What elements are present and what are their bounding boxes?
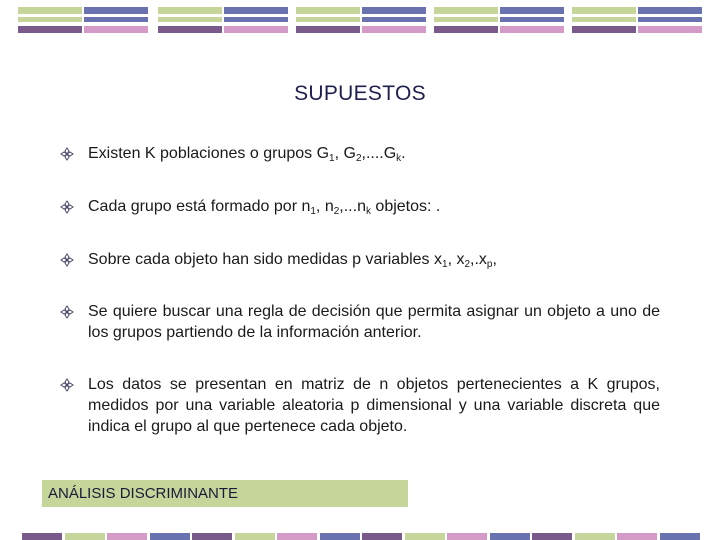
bottom-bar-segment: [65, 533, 105, 540]
top-bar-segment: [362, 26, 426, 33]
top-bar-segment: [434, 17, 498, 22]
footer-label-text: ANÁLISIS DISCRIMINANTE: [48, 485, 239, 502]
bottom-bar-segment: [150, 533, 190, 540]
bullet-text-run: , n: [315, 198, 334, 215]
top-bar-group: [296, 5, 426, 35]
bullet-subscript: 2: [333, 206, 340, 217]
top-bar-segment: [296, 17, 360, 22]
bullet-subscript: 1: [329, 153, 335, 164]
top-bar-segment: [84, 7, 148, 14]
bottom-bar-segment: [22, 533, 62, 540]
top-bar-segment: [18, 7, 82, 14]
bullet-text-run: objetos: .: [370, 198, 441, 215]
bottom-decorative-bars: [22, 533, 702, 540]
top-bar-segment: [18, 17, 82, 22]
bullet-subscript: 1: [442, 259, 448, 270]
top-bar-group: [18, 5, 148, 35]
diamond-bullet-icon: [60, 200, 74, 214]
bullet-text-run: ,.x: [470, 251, 487, 268]
bullet-text: [88, 374, 660, 437]
top-bar-segment: [224, 7, 288, 14]
bottom-bar-segment: [107, 533, 147, 540]
top-bar-segment: [638, 17, 702, 22]
bullet-subscript: p: [486, 259, 493, 270]
top-bar-segment: [500, 26, 564, 33]
bottom-bar-segment: [575, 533, 615, 540]
diamond-bullet-icon: [60, 253, 74, 267]
bullet-text-run: Existen K poblaciones o grupos G: [88, 145, 330, 162]
bullet-text-run: ,: [492, 251, 497, 268]
top-bar-segment: [362, 17, 426, 22]
bullet-subscript: 2: [355, 153, 362, 164]
top-bar-segment: [158, 7, 222, 14]
bottom-bar-segment: [277, 533, 317, 540]
bottom-bar-segment: [617, 533, 657, 540]
bottom-bar-segment: [320, 533, 360, 540]
bullet-subscript: k: [365, 206, 371, 217]
bullet-text-run: Los datos se presentan en matriz de n objetos pertenecientes a K grupos, medidos por una variable aleatoria p dimensional y una variable discreta que indica el grupo al que pertenece cada objeto.: [88, 376, 660, 435]
top-bar-segment: [84, 17, 148, 22]
bottom-bar-segment: [362, 533, 402, 540]
top-bar-segment: [638, 7, 702, 14]
top-bar-segment: [84, 26, 148, 33]
footer-section-label: [42, 480, 408, 507]
bottom-bar-segment: [235, 533, 275, 540]
top-bar-segment: [434, 26, 498, 33]
top-bar-segment: [158, 17, 222, 22]
top-bar-group: [572, 5, 702, 35]
top-bar-segment: [296, 26, 360, 33]
bottom-bar-segment: [447, 533, 487, 540]
bullet-text-run: , x: [447, 251, 465, 268]
top-bar-segment: [18, 26, 82, 33]
top-bar-segment: [500, 7, 564, 14]
diamond-bullet-icon: [60, 147, 74, 161]
bullet-subscript: 1: [310, 206, 316, 217]
bullet-text-run: Sobre cada objeto han sido medidas p variables x: [88, 251, 442, 268]
diamond-bullet-icon: [60, 378, 74, 392]
bullet-subscript: k: [396, 153, 402, 164]
bullet-text-run: ,...n: [339, 198, 366, 215]
top-bar-segment: [572, 17, 636, 22]
bullet-text-run: ,....G: [361, 145, 397, 162]
bullet-subscript: 2: [464, 259, 471, 270]
top-bar-segment: [158, 26, 222, 33]
top-bar-segment: [224, 26, 288, 33]
top-bar-segment: [572, 26, 636, 33]
top-bar-segment: [224, 17, 288, 22]
bullet-text: [88, 249, 660, 275]
top-bar-group: [434, 5, 564, 35]
diamond-bullet-icon: [60, 305, 74, 319]
slide-title-text: SUPUESTOS: [294, 82, 426, 105]
bullet-text: [88, 301, 660, 343]
bullet-text-run: Cada grupo está formado por n: [88, 198, 311, 215]
bullet-text: [88, 143, 660, 169]
bottom-bar-segment: [490, 533, 530, 540]
bottom-bar-segment: [660, 533, 700, 540]
top-bar-segment: [572, 7, 636, 14]
top-bar-segment: [362, 7, 426, 14]
top-decorative-bars: [18, 5, 700, 35]
bullet-text-run: .: [401, 145, 406, 162]
bottom-bar-segment: [532, 533, 572, 540]
top-bar-segment: [638, 26, 702, 33]
bottom-bar-segment: [405, 533, 445, 540]
top-bar-group: [158, 5, 288, 35]
top-bar-segment: [500, 17, 564, 22]
bullet-text: [88, 196, 660, 222]
bullet-text-run: Se quiere buscar una regla de decisión que permita asignar un objeto a uno de los grupos partiendo de la información anterior.: [88, 303, 660, 341]
bullet-text-run: , G: [334, 145, 356, 162]
slide-title: [0, 82, 720, 106]
top-bar-segment: [296, 7, 360, 14]
bottom-bar-segment: [192, 533, 232, 540]
top-bar-segment: [434, 7, 498, 14]
